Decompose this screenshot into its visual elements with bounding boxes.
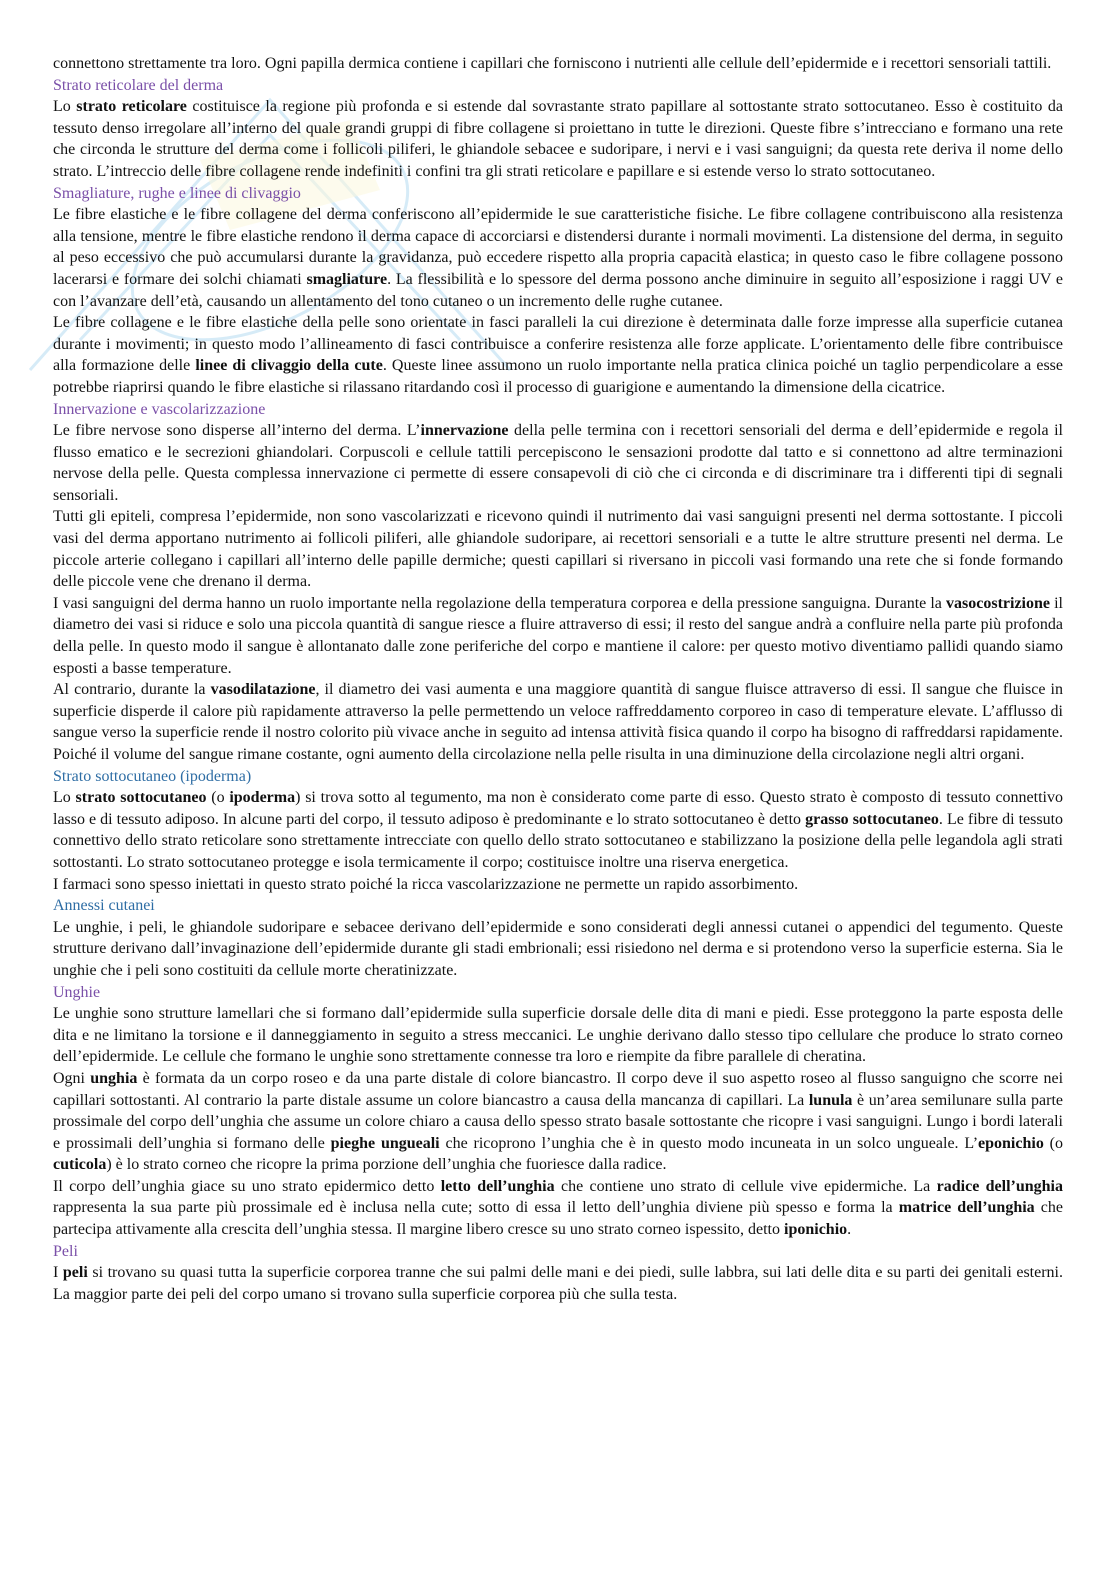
bold-term: letto dell’unghia bbox=[440, 1177, 555, 1195]
body-paragraph bbox=[53, 679, 1063, 765]
body-paragraph bbox=[53, 506, 1063, 592]
section-heading: Annessi cutanei bbox=[53, 897, 155, 915]
text-run: I bbox=[53, 1264, 63, 1282]
bold-term: innervazione bbox=[420, 422, 509, 440]
text-run: connettono strettamente tra loro. Ogni papilla dermica contiene i capillari che forniscono i nutrienti alle cellule dell’epidermide e i recettori sensoriali tattili. bbox=[53, 55, 1052, 72]
bold-term: radice dell’unghia bbox=[936, 1177, 1063, 1195]
text-run: Ogni bbox=[53, 1069, 91, 1087]
text-run: . bbox=[847, 1221, 852, 1239]
bold-term: unghia bbox=[90, 1069, 138, 1087]
text-run: Tutti gli epiteli, compresa l’epidermide, non sono vascolarizzati e ricevono quindi il nutrimento dai vasi sanguigni presenti nel derma sottostante. I piccoli vasi del derma apportano nutrimento ai follicoli piliferi, alle ghiandole sudoripare, ai recettori sensoriali e a tutte le altre strutture presenti nel derma. Le piccole arterie collegano i capillari all’interno delle papille dermiche; questi capillari si riversano in piccoli vasi formando una rete che si fonde formando delle piccole vene che drenano il derma. bbox=[53, 508, 1063, 591]
bold-term: pieghe ungueali bbox=[330, 1134, 440, 1152]
body-paragraph bbox=[53, 96, 1063, 182]
text-run: Le fibre collagene e le fibre elastiche della pelle sono orientate in fasci paralleli la cui direzione è determinata dalle forze impresse alla superficie cutanea durante i movimenti; in questo modo l’allineamento di fasci contribuisce a conferire resistenza alle forze applicate. L’orientamento delle fibre contribuisce alla formazione delle bbox=[53, 314, 1063, 375]
body-paragraph bbox=[53, 1003, 1063, 1068]
body-paragraph bbox=[53, 53, 1063, 75]
text-run: che ricoprono l’unghia che è in questo modo incuneata in un solco ungueale. L’ bbox=[439, 1134, 979, 1152]
body-paragraph bbox=[53, 420, 1063, 506]
bold-term: linee di clivaggio della cute bbox=[195, 357, 383, 375]
bold-term: vasodilatazione bbox=[210, 681, 316, 699]
bold-term: grasso sottocutaneo bbox=[805, 810, 939, 828]
body-paragraph bbox=[53, 593, 1063, 679]
bold-term: ipoderma bbox=[229, 789, 296, 807]
bold-term: smagliature bbox=[306, 270, 388, 288]
text-run: (o bbox=[206, 789, 230, 807]
text-run: . Le fibre di tessuto connettivo dello strato reticolare sono strettamente intrecciate con quello dello strato sottocutaneo e stabilizzano la posizione della pelle legandola agli strati sottostanti. Lo strato sottocutaneo protegge e isola termicamente il corpo; costituisce inoltre una riserva energetica. bbox=[53, 810, 1064, 871]
text-run: I vasi sanguigni del derma hanno un ruolo importante nella regolazione della temperatura corporea e della pressione sanguigna. Durante la bbox=[53, 594, 947, 612]
text-run: che partecipa attivamente alla crescita dell’unghia stessa. Il margine libero cresce su uno strato corneo ispessito, detto bbox=[53, 1199, 1064, 1239]
document-page bbox=[53, 53, 1063, 1305]
text-run: Le unghie sono strutture lamellari che si formano dall’epidermide sulla superficie dorsale delle dita di mani e piedi. Esse proteggono la parte esposta delle dita e ne limitano la torsione e il danneggiamento in seguito a stress meccanici. Le unghie derivano dallo stesso tipo cellulare che produce lo strato corneo dell’epidermide. Le cellule che formano le unghie sono strettamente connesse tra loro e riempite da fibre parallele di cheratina. bbox=[53, 1005, 1063, 1066]
section-heading: Strato sottocutaneo (ipoderma) bbox=[53, 767, 252, 785]
text-run: rappresenta la sua parte più prossimale ed è inclusa nella cute; sotto di essa il letto dell’unghia diviene più spesso e forma la bbox=[53, 1199, 899, 1217]
section-heading: Smagliature, rughe e linee di clivaggio bbox=[53, 184, 301, 202]
section-heading: Unghie bbox=[53, 983, 101, 1001]
text-run: . La flessibilità e lo spessore del derma possono anche diminuire in seguito all’esposizione i raggi UV e con l’avanzare dell’età, causando un allentamento del tono cutaneo o un incremento delle rughe cutanee. bbox=[53, 270, 1064, 310]
text-run: Lo bbox=[53, 98, 77, 116]
text-run: Lo bbox=[53, 789, 76, 807]
section-heading: Innervazione e vascolarizzazione bbox=[53, 400, 266, 418]
text-run: Le fibre elastiche e le fibre collagene del derma conferiscono all’epidermide le sue caratteristiche fisiche. Le fibre collagene contribuiscono alla resistenza alla tensione, mentre le fibre elastiche rendono il derma capace di accorciarsi e distendersi durante i normali movimenti. La distensione del derma, in seguito al peso eccessivo che può accumularsi durante la gravidanza, può eccedere rispetto alla propria capacità elastica; in questo caso le fibre collagene possono lacerarsi e formare dei solchi chiamati bbox=[53, 206, 1063, 288]
bold-term: eponichio bbox=[978, 1134, 1044, 1152]
text-run: si trovano su quasi tutta la superficie corporea tranne che sui palmi delle mani e dei piedi, sulle labbra, sui lati delle dita e su parti dei genitali esterni. La maggior parte dei peli del corpo umano si trovano sulla superficie corporea più che sulla testa. bbox=[53, 1264, 1064, 1303]
text-run: è un’area semilunare sulla parte prossimale del corpo dell’unghia che assume un colore chiaro a causa dello spesso strato basale sottostante che ricopre i vasi sanguigni. Lungo i bordi laterali e prossimali dell’unghia si formano delle bbox=[53, 1091, 1064, 1152]
body-paragraph bbox=[53, 917, 1063, 982]
text-run: ) si trova sotto al tegumento, ma non è considerato come parte di esso. Questo strato è composto di tessuto connettivo lasso e di tessuto adiposo. In alcune parti del corpo, il tessuto adiposo è predominante e lo strato sottocutaneo è detto bbox=[53, 789, 1063, 828]
text-run: (o bbox=[1043, 1134, 1063, 1152]
bold-term: strato reticolare bbox=[76, 98, 187, 116]
text-run: Le fibre nervose sono disperse all’interno del derma. L’ bbox=[53, 422, 421, 440]
bold-term: peli bbox=[62, 1264, 88, 1282]
text-run: Al contrario, durante la bbox=[53, 681, 211, 699]
text-run: della pelle termina con i recettori sensoriali del derma e dell’epidermide e regola il flusso ematico e le secrezioni ghiandolari. Corpuscoli e cellule tattili percepiscono le sensazioni prodotte dal tatto e si connettono ad altre terminazioni nervose della pelle. Questa complessa innervazione ci permette di essere consapevoli di ciò che ci circonda e di discriminare tra i differenti tipi di segnali sensoriali. bbox=[53, 422, 1063, 504]
body-paragraph bbox=[53, 787, 1063, 873]
section-heading: Peli bbox=[53, 1242, 78, 1260]
bold-term: strato sottocutaneo bbox=[75, 789, 207, 807]
text-run: Il corpo dell’unghia giace su uno strato epidermico detto bbox=[53, 1177, 441, 1195]
bold-term: cuticola bbox=[53, 1156, 107, 1174]
section-heading: Strato reticolare del derma bbox=[53, 76, 224, 94]
body-paragraph bbox=[53, 1176, 1063, 1241]
bold-term: matrice dell’unghia bbox=[898, 1199, 1035, 1217]
body-paragraph bbox=[53, 312, 1063, 398]
text-run: I farmaci sono spesso iniettati in questo strato poiché la ricca vascolarizzazione ne permette un rapido assorbimento. bbox=[53, 875, 799, 893]
bold-term: vasocostrizione bbox=[946, 594, 1050, 612]
text-run: il diametro dei vasi si riduce e solo una piccola quantità di sangue riesce a fluire attraverso di essi; il resto del sangue andrà a confluire nella parte più profonda della pelle. In questo modo il sangue è allontanato dalle zone periferiche del corpo e mantiene il calore: per questo motivo diventiamo pallidi quando siamo esposti a basse temperature. bbox=[53, 594, 1064, 677]
text-run: . Queste linee assumono un ruolo importante nella pratica clinica poiché un taglio perpendicolare a esse potrebbe riaprirsi quando le fibre elastiche si rilassano ritardando così il processo di guarigione e aumentando la dimensione della cicatrice. bbox=[53, 357, 1064, 396]
body-paragraph bbox=[53, 874, 1063, 896]
text-run: che contiene uno strato di cellule vive epidermiche. La bbox=[554, 1177, 937, 1195]
text-run: è formata da un corpo roseo e da una parte distale di colore biancastro. Il corpo deve il suo aspetto roseo al flusso sanguigno che scorre nei capillari sottostanti. Al contrario la parte distale assume un colore biancastro a causa della mancanza di capillari. La bbox=[53, 1069, 1064, 1109]
body-paragraph bbox=[53, 1068, 1063, 1176]
body-paragraph bbox=[53, 204, 1063, 312]
text-run: ) è lo strato corneo che ricopre la prima porzione dell’unghia che fuoriesce dalla radice. bbox=[106, 1156, 667, 1174]
text-run: costituisce la regione più profonda e si estende dal sovrastante strato papillare al sottostante strato sottocutaneo. Esso è costituito da tessuto denso irregolare all’interno del quale grandi gruppi di fibre collagene si proiettano in tutte le direzioni. Queste fibre s’intrecciano e formano una rete che circonda le strutture del derma come i follicoli piliferi, le ghiandole sebacee e sudoripare, i nervi e i vasi sanguigni; da questa rete deriva il nome dello strato. L’intreccio delle fibre collagene rende indefiniti i confini tra gli strati reticolare e papillare e si estende verso lo strato sottocutaneo. bbox=[53, 98, 1064, 180]
text-run: Le unghie, i peli, le ghiandole sudoripare e sebacee derivano dell’epidermide e sono considerati degli annessi cutanei o appendici del tegumento. Queste strutture derivano dall’invaginazione dell’epidermide durante gli stadi embrionali; essi risiedono nel derma e si protendono verso la superficie esterna. Sia le unghie che i peli sono costituiti da cellule morte cheratinizzate. bbox=[53, 918, 1063, 979]
bold-term: lunula bbox=[808, 1091, 853, 1109]
body-paragraph bbox=[53, 1262, 1063, 1305]
text-run: , il diametro dei vasi aumenta e una maggiore quantità di sangue fluisce attraverso di essi. Il sangue che fluisce in superficie disperde il calore più rapidamente attraverso la pelle permettendo un veloce raffreddamento corporeo in caso di temperature elevate. L’afflusso di sangue verso la superficie rende il nostro colorito più vivace anche in seguito ad intensa attività fisica quando il corpo ha bisogno di raffreddarsi rapidamente. Poiché il volume del sangue rimane costante, ogni aumento della circolazione nella pelle risulta in una diminuzione della circolazione negli altri organi. bbox=[53, 681, 1064, 763]
bold-term: iponichio bbox=[784, 1221, 848, 1239]
